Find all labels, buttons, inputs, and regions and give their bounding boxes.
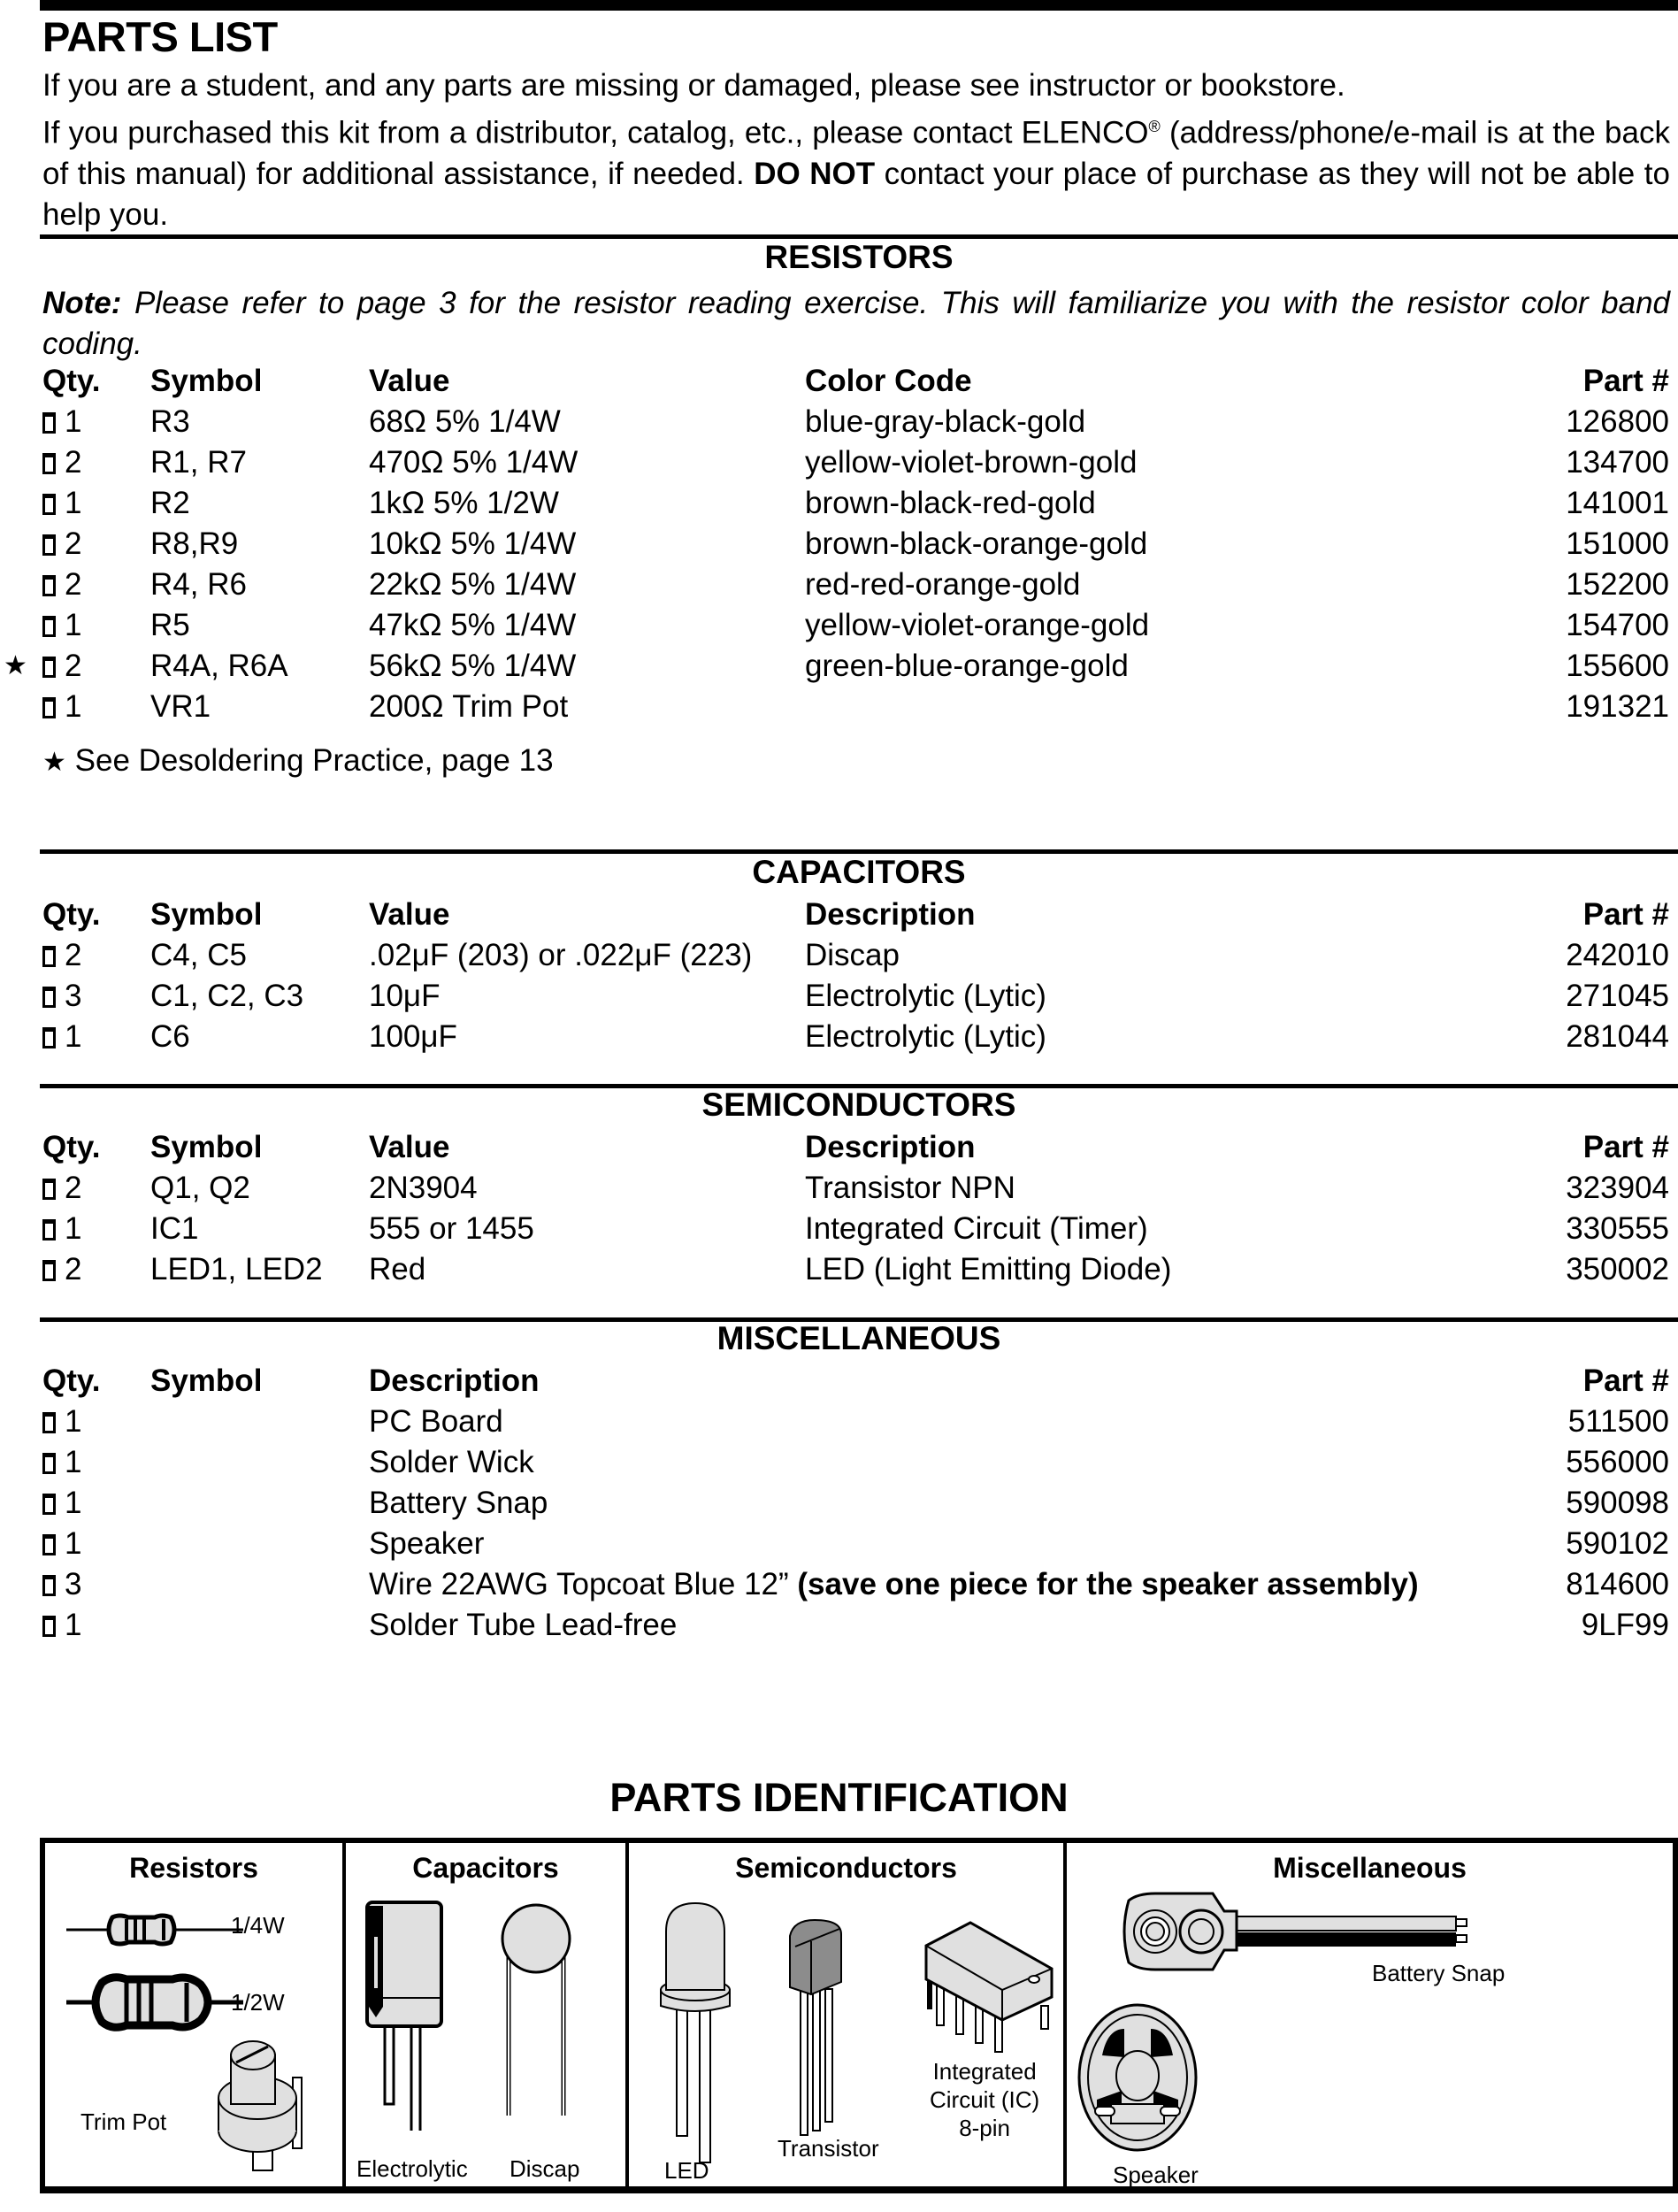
qty-cell: 3 xyxy=(42,1564,81,1605)
symbol-cell: R3 xyxy=(150,404,190,439)
label-led: LED xyxy=(664,2157,709,2184)
resistor-note: Note: Please refer to page 3 for the resistor reading exercise. This will familiarize you with the resistor color band coding. xyxy=(42,286,1670,361)
value-cell: 56kΩ 5% 1/4W xyxy=(369,649,577,683)
trim-pot-icon xyxy=(204,2038,328,2188)
transistor-icon xyxy=(788,1918,850,2139)
parts-identification-panel xyxy=(40,1838,1678,2193)
value-cell: 200Ω Trim Pot xyxy=(369,689,569,724)
parts-identification-title: PARTS IDENTIFICATION xyxy=(609,1775,1069,1820)
qty-cell: 1 xyxy=(42,1017,81,1057)
resistors-table-header: Qty. Symbol Value Color Code Part # xyxy=(42,364,1669,398)
section-title-resistors: RESISTORS xyxy=(764,239,954,275)
part-number-cell: 155600 xyxy=(1566,649,1669,683)
description-cell: brown-black-orange-gold xyxy=(805,526,1148,561)
qty-cell: 2 xyxy=(42,1249,81,1290)
qty-cell: 1 xyxy=(42,483,81,524)
top-rule xyxy=(40,0,1678,11)
description-cell: blue-gray-black-gold xyxy=(805,404,1086,439)
description-cell: Wire 22AWG Topcoat Blue 12” (save one piece for the speaker assembly) xyxy=(369,1567,1419,1601)
table-row xyxy=(0,935,1678,976)
checkbox[interactable] xyxy=(42,1412,56,1433)
misc-table-header: Qty. Symbol Description Part # xyxy=(42,1363,1669,1398)
table-row xyxy=(0,1564,1678,1605)
table-row xyxy=(0,976,1678,1017)
part-number-cell: 323904 xyxy=(1566,1171,1669,1205)
checkbox[interactable] xyxy=(42,1575,56,1596)
checkbox[interactable] xyxy=(42,946,56,967)
checkbox[interactable] xyxy=(42,1616,56,1637)
qty-cell: 1 xyxy=(42,687,81,727)
checkbox[interactable] xyxy=(42,1453,56,1474)
symbol-cell: R5 xyxy=(150,608,190,642)
part-number-cell: 191321 xyxy=(1566,689,1669,724)
capacitors-table-header: Qty. Symbol Value Description Part # xyxy=(42,897,1669,932)
description-cell: Speaker xyxy=(369,1526,485,1561)
description-cell: Solder Wick xyxy=(369,1445,534,1479)
table-row xyxy=(0,646,1678,687)
symbol-cell: R4, R6 xyxy=(150,567,247,602)
part-number-cell: 9LF99 xyxy=(1581,1608,1669,1642)
table-row xyxy=(0,442,1678,483)
qty-cell: 1 xyxy=(42,605,81,646)
value-cell: 10kΩ 5% 1/4W xyxy=(369,526,577,561)
desoldering-footnote: ★ See Desoldering Practice, page 13 xyxy=(42,743,554,778)
symbol-cell: C4, C5 xyxy=(150,938,247,972)
checkbox[interactable] xyxy=(42,697,56,718)
symbol-cell: R8,R9 xyxy=(150,526,239,561)
checkbox[interactable] xyxy=(42,1219,56,1240)
label-speaker: Speaker xyxy=(1113,2162,1199,2188)
checkbox[interactable] xyxy=(42,1027,56,1048)
qty-cell: 2 xyxy=(42,646,81,687)
qty-cell: 1 xyxy=(42,402,81,442)
value-cell: 22kΩ 5% 1/4W xyxy=(369,567,577,602)
label-quarter-watt: 1/4W xyxy=(231,1912,285,1939)
description-cell: Electrolytic (Lytic) xyxy=(805,979,1046,1013)
panel-resistors: Resistors 1/4W 1/2W Trim Pot xyxy=(45,1843,346,2186)
description-cell: Integrated Circuit (Timer) xyxy=(805,1211,1148,1246)
panel-miscellaneous: Miscellaneous Battery Snap Speaker xyxy=(1067,1843,1673,2186)
description-cell: green-blue-orange-gold xyxy=(805,649,1129,683)
part-number-cell: 126800 xyxy=(1566,404,1669,439)
qty-cell: 1 xyxy=(42,1483,81,1524)
part-number-cell: 281044 xyxy=(1566,1019,1669,1054)
section-title-semiconductors: SEMICONDUCTORS xyxy=(701,1087,1016,1123)
value-cell: 68Ω 5% 1/4W xyxy=(369,404,561,439)
qty-cell: 1 xyxy=(42,1209,81,1249)
label-trim-pot: Trim Pot xyxy=(80,2108,167,2135)
checkbox[interactable] xyxy=(42,1260,56,1281)
table-row xyxy=(0,1605,1678,1646)
section-title-miscellaneous: MISCELLANEOUS xyxy=(716,1320,1001,1356)
panel-capacitors: Capacitors Electrolytic Discap xyxy=(346,1843,629,2186)
qty-cell: 1 xyxy=(42,1524,81,1564)
intro-text xyxy=(42,65,1670,235)
intro-distributor-paragraph: If you purchased this kit from a distributor, catalog, etc., please contact ELENCO® (address/phone/e-mail is at the back of this manual) for additional assistance, if needed. DO NOT contact your place of purchase as they will not be able to help you. xyxy=(42,115,1670,232)
table-row xyxy=(0,1402,1678,1442)
symbol-cell: C6 xyxy=(150,1019,190,1054)
table-row xyxy=(0,1442,1678,1483)
symbol-cell: IC1 xyxy=(150,1211,199,1246)
value-cell: 555 or 1455 xyxy=(369,1211,534,1246)
description-cell: yellow-violet-orange-gold xyxy=(805,608,1150,642)
label-integrated-circuit: Integrated Circuit (IC) 8-pin xyxy=(930,2058,1040,2141)
qty-cell: 2 xyxy=(42,524,81,565)
qty-cell: 3 xyxy=(42,976,81,1017)
description-cell: PC Board xyxy=(369,1404,503,1439)
value-cell: 470Ω 5% 1/4W xyxy=(369,445,578,480)
checkbox[interactable] xyxy=(42,453,56,474)
part-number-cell: 511500 xyxy=(1567,1404,1669,1439)
intro-student-line: If you are a student, and any parts are missing or damaged, please see instructor or bookstore. xyxy=(42,68,1345,103)
checkbox[interactable] xyxy=(42,575,56,596)
registered-mark: ® xyxy=(1148,118,1161,135)
description-cell: red-red-orange-gold xyxy=(805,567,1081,602)
part-number-cell: 134700 xyxy=(1566,445,1669,480)
table-row xyxy=(0,605,1678,646)
part-number-cell: 154700 xyxy=(1566,608,1669,642)
page-title: PARTS LIST xyxy=(42,13,278,60)
star-icon: ★ xyxy=(4,651,27,680)
symbol-cell: C1, C2, C3 xyxy=(150,979,304,1013)
part-number-cell: 590098 xyxy=(1566,1486,1669,1520)
checkbox[interactable] xyxy=(42,1494,56,1515)
qty-cell: 1 xyxy=(42,1402,81,1442)
value-cell: 47kΩ 5% 1/4W xyxy=(369,608,577,642)
checkbox[interactable] xyxy=(42,494,56,515)
description-cell: brown-black-red-gold xyxy=(805,486,1096,520)
part-number-cell: 556000 xyxy=(1566,1445,1669,1479)
part-number-cell: 151000 xyxy=(1566,526,1669,561)
part-number-cell: 330555 xyxy=(1566,1211,1669,1246)
star-icon: ★ xyxy=(42,748,66,777)
table-row xyxy=(0,1483,1678,1524)
table-row xyxy=(0,1209,1678,1249)
value-cell: Red xyxy=(369,1252,426,1286)
part-number-cell: 271045 xyxy=(1566,979,1669,1013)
table-row xyxy=(0,1017,1678,1057)
label-half-watt: 1/2W xyxy=(231,1989,285,2016)
symbol-cell: R2 xyxy=(150,486,190,520)
semiconductors-table-header: Qty. Symbol Value Description Part # xyxy=(42,1130,1669,1164)
table-row xyxy=(0,1249,1678,1290)
label-transistor: Transistor xyxy=(778,2135,879,2162)
led-icon xyxy=(655,1901,735,2167)
value-cell: .02μF (203) or .022μF (223) xyxy=(369,938,753,972)
checkbox[interactable] xyxy=(42,987,56,1008)
table-row xyxy=(0,483,1678,524)
description-cell: LED (Light Emitting Diode) xyxy=(805,1252,1172,1286)
value-cell: 2N3904 xyxy=(369,1171,478,1205)
do-not-emphasis: DO NOT xyxy=(754,156,876,191)
description-cell: Solder Tube Lead-free xyxy=(369,1608,678,1642)
description-cell: Battery Snap xyxy=(369,1486,548,1520)
symbol-cell: R4A, R6A xyxy=(150,649,288,683)
checkbox[interactable] xyxy=(42,534,56,556)
label-electrolytic: Electrolytic xyxy=(356,2155,468,2182)
qty-cell: 2 xyxy=(42,442,81,483)
integrated-circuit-icon xyxy=(921,1921,1062,2054)
table-row xyxy=(0,524,1678,565)
value-cell: 10μF xyxy=(369,979,441,1013)
section-title-capacitors: CAPACITORS xyxy=(752,854,966,890)
symbol-cell: Q1, Q2 xyxy=(150,1171,250,1205)
discap-capacitor-icon xyxy=(496,1903,576,2133)
label-discap: Discap xyxy=(510,2155,580,2182)
qty-cell: 2 xyxy=(42,565,81,605)
panel-semiconductors: Semiconductors LED Transistor Integrated Circuit (IC) 8-pin xyxy=(629,1843,1067,2186)
checkbox[interactable] xyxy=(42,616,56,637)
part-number-cell: 152200 xyxy=(1566,567,1669,602)
checkbox[interactable] xyxy=(42,1179,56,1200)
value-cell: 1kΩ 5% 1/2W xyxy=(369,486,559,520)
qty-cell: 1 xyxy=(42,1605,81,1646)
checkbox[interactable] xyxy=(42,412,56,434)
part-number-cell: 350002 xyxy=(1566,1252,1669,1286)
table-row xyxy=(0,687,1678,727)
part-number-cell: 814600 xyxy=(1566,1567,1669,1601)
table-row xyxy=(0,1168,1678,1209)
checkbox[interactable] xyxy=(42,1534,56,1555)
symbol-cell: VR1 xyxy=(150,689,211,724)
part-number-cell: 590102 xyxy=(1566,1526,1669,1561)
electrolytic-capacitor-icon xyxy=(364,1901,452,2131)
symbol-cell: LED1, LED2 xyxy=(150,1252,323,1286)
qty-cell: 1 xyxy=(42,1442,81,1483)
value-cell: 100μF xyxy=(369,1019,457,1054)
label-battery-snap: Battery Snap xyxy=(1372,1960,1506,1986)
table-row xyxy=(0,402,1678,442)
description-cell: Transistor NPN xyxy=(805,1171,1015,1205)
table-row xyxy=(0,565,1678,605)
description-cell: Discap xyxy=(805,938,900,972)
speaker-icon xyxy=(1076,2002,1199,2153)
description-cell: Electrolytic (Lytic) xyxy=(805,1019,1046,1054)
part-number-cell: 141001 xyxy=(1566,486,1669,520)
part-number-cell: 242010 xyxy=(1566,938,1669,972)
qty-cell: 2 xyxy=(42,935,81,976)
checkbox[interactable] xyxy=(42,657,56,678)
table-row xyxy=(0,1524,1678,1564)
qty-cell: 2 xyxy=(42,1168,81,1209)
symbol-cell: R1, R7 xyxy=(150,445,247,480)
description-cell: yellow-violet-brown-gold xyxy=(805,445,1138,480)
